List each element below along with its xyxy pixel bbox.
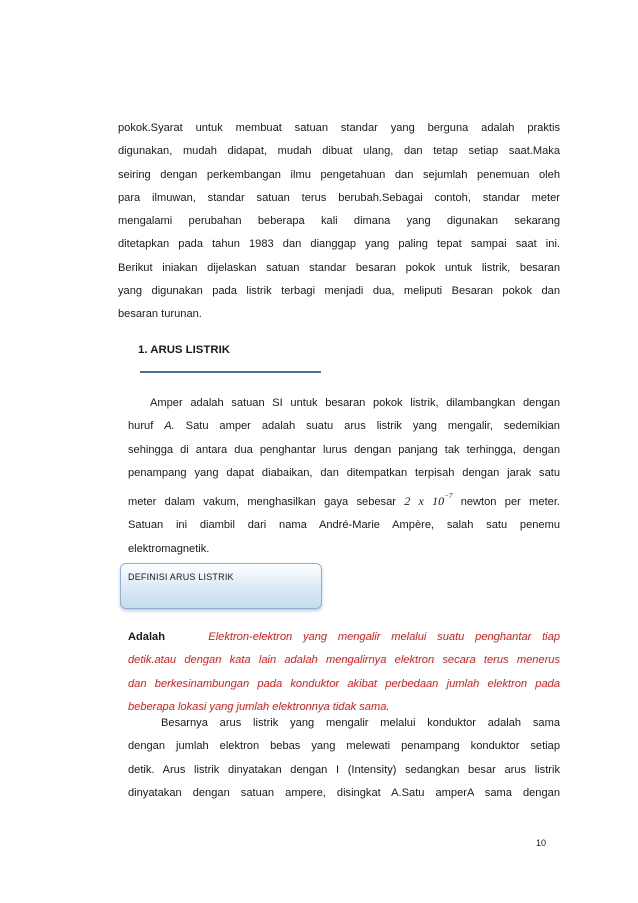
text-line: dan berkesinambungan pada konduktor akibat perbedaan jumlah elektron pada <box>128 677 560 690</box>
ampere-symbol: A. <box>164 420 175 433</box>
formula-exponent: −7 <box>444 492 453 501</box>
text-fragment: newton per meter. <box>460 496 560 509</box>
intro-paragraph <box>118 117 560 327</box>
definition-paragraph <box>128 626 560 719</box>
text-line: dengan jumlah elektron bebas yang melewati penampang konduktor setiap <box>128 740 560 753</box>
formula-base: 2 x 10 <box>404 494 445 509</box>
text-line: para ilmuwan, standar satuan terus berubah.Sebagai contoh, standar meter <box>118 191 560 204</box>
text-line <box>128 485 560 514</box>
text-line: beberapa lokasi yang jumlah elektronnya tidak sama. <box>128 700 390 713</box>
text-line: yang digunakan pada listrik terbagi menjadi dua, meliputi Besaran pokok dan <box>118 285 560 298</box>
text-line: digunakan, mudah didapat, mudah dibuat ulang, dan tetap setiap saat.Maka <box>118 145 560 158</box>
text-line: ditetapkan pada tahun 1983 dan dianggap yang paling tepat sampai saat ini. <box>118 238 560 251</box>
text-line: detik.atau dengan kata lain adalah mengalirnya elektron secara terus menerus <box>128 654 560 667</box>
text-line: seiring dengan perkembangan ilmu pengetahuan dan sejumlah penemuan oleh <box>118 168 560 181</box>
text-line: Satuan ini diambil dari nama André-Marie Ampère, salah satu penemu <box>128 519 560 532</box>
text-line: besaran turunan. <box>118 308 202 321</box>
current-paragraph <box>128 712 560 805</box>
text-fragment: meter dalam vakum, menghasilkan gaya sebesar <box>128 496 396 509</box>
text-line: detik. Arus listrik dinyatakan dengan I (Intensity) sedangkan besar arus listrik <box>128 763 560 776</box>
definition-box <box>120 563 322 609</box>
force-formula <box>404 494 452 508</box>
text-line: elektromagnetik. <box>128 542 210 555</box>
text-line: mengalami perubahan beberapa kali dimana yang digunakan sekarang <box>118 215 560 228</box>
text-fragment: Elektron-elektron yang mengalir melalui suatu penghantar tiap <box>208 631 560 643</box>
text-line: penampang yang dapat diabaikan, dan ditempatkan terpisah dengan jarak satu <box>128 466 560 479</box>
text-line: dinyatakan dengan satuan ampere, disingkat A.Satu amperA sama dengan <box>128 786 560 799</box>
page-number: 10 <box>536 838 547 848</box>
text-line: Amper adalah satuan SI untuk besaran pokok listrik, dilambangkan dengan <box>150 397 560 409</box>
text-line: sehingga di antara dua penghantar lurus dengan panjang tak terhingga, dengan <box>128 443 560 456</box>
definition-box-label: DEFINISI ARUS LISTRIK <box>128 572 234 582</box>
heading-underline <box>140 371 321 373</box>
section-heading: 1. ARUS LISTRIK <box>138 344 230 356</box>
text-line <box>128 626 560 649</box>
text-line: Besarnya arus listrik yang mengalir melalui konduktor adalah sama <box>161 717 560 729</box>
text-fragment: Satu amper adalah suatu arus listrik yang mengalir, sedemikian <box>174 420 560 433</box>
ampere-paragraph <box>128 392 560 561</box>
text-fragment: huruf <box>128 420 165 433</box>
text-line: Berikut iniakan dijelaskan satuan standar besaran pokok untuk listrik, besaran <box>118 261 560 274</box>
text-line: pokok.Syarat untuk membuat satuan standar yang berguna adalah praktis <box>118 122 560 134</box>
definition-lead: Adalah <box>128 631 165 643</box>
text-line <box>128 415 560 438</box>
